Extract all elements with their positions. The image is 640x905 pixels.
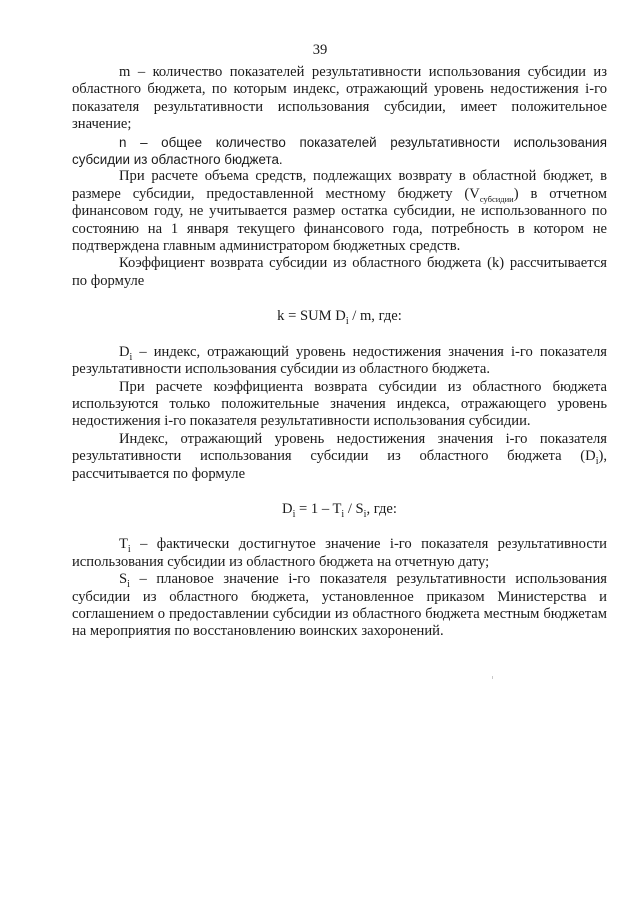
subscript: i [595, 456, 599, 468]
formula-segment: = 1 – T [295, 500, 342, 517]
text-segment: ) в отчетном финансовом году, не учитывается размер остатка субсидии, не использованного по состоянию на 1 января текущего финансового года, потребность в котором не подтверждена главным администратором бюджетных средств. [72, 185, 607, 255]
subscript: i [345, 316, 349, 328]
formula-segment: / S [344, 500, 364, 517]
text-segment: – плановое значение i-го показателя результативности использования субсидии из областного бюджета, установленное приказом Министерства и соглашением о предоставлении субсидии из областного бюджета местным бюджетам на мероприятия по восстановлению воинских захоронений. [72, 571, 607, 640]
text-segment: ), рассчитывается по формуле [72, 448, 607, 482]
text-segment: При расчете объема средств, подлежащих возврату в областной бюджет, в размере субсидии, предоставленной местному бюджету (V [72, 168, 607, 202]
page-number: 39 [312, 42, 328, 58]
subscript: i [341, 508, 345, 520]
text-segment: – индекс, отражающий уровень недостижения значения i-го показателя результативности использования субсидии из областного бюджета. [72, 343, 607, 378]
scan-artifact [492, 676, 493, 679]
subscript: i [363, 508, 367, 520]
text-segment: – фактически достигнутое значение i-го показателя результативности использования субсидии из областного бюджета на отчетную дату; [72, 536, 607, 570]
paragraph-return-volume [72, 168, 607, 255]
paragraph-coefficient-intro: Коэффициент возврата субсидии из областного бюджета (k) рассчитывается по формуле [72, 255, 607, 289]
formula-coefficient [72, 308, 607, 328]
paragraph-ti-definition [72, 536, 607, 571]
text-segment: D [119, 343, 130, 360]
paragraph-si-definition [72, 571, 607, 641]
formula-segment: k = SUM D [277, 308, 346, 325]
paragraph-m-definition: m – количество показателей результативности использования субсидии из областного бюджета, по которым индекс, отражающий уровень недостижения i-го показателя результативности использования субсидии, имеет положительное значение; [72, 64, 607, 133]
formula-segment: , где: [366, 500, 397, 517]
text-segment: Индекс, отражающий уровень недостижения значения i-го показателя результативности использования субсидии из областного бюджета (D [72, 430, 607, 465]
subscript: i [129, 351, 133, 363]
paragraph-n-definition: n – общее количество показателей результативности использования субсидии из областного бюджета. [72, 134, 607, 168]
formula-segment: D [282, 500, 293, 517]
subscript: i [127, 544, 131, 556]
subscript: i [292, 508, 296, 520]
paragraph-positive-values: При расчете коэффициента возврата субсидии из областного бюджета используются только положительные значения индекса, отражающего уровень недостижения i-го показателя результативности использования субсидии. [72, 378, 607, 430]
document-body [72, 64, 607, 641]
formula-index [72, 501, 607, 518]
subscript: i [127, 579, 130, 591]
paragraph-index-intro [72, 431, 607, 483]
text-segment: S [119, 571, 128, 588]
text-segment: T [119, 536, 128, 553]
formula-segment: / m, где: [348, 308, 402, 325]
subscript: субсидии [479, 193, 514, 204]
paragraph-di-definition [72, 344, 607, 379]
